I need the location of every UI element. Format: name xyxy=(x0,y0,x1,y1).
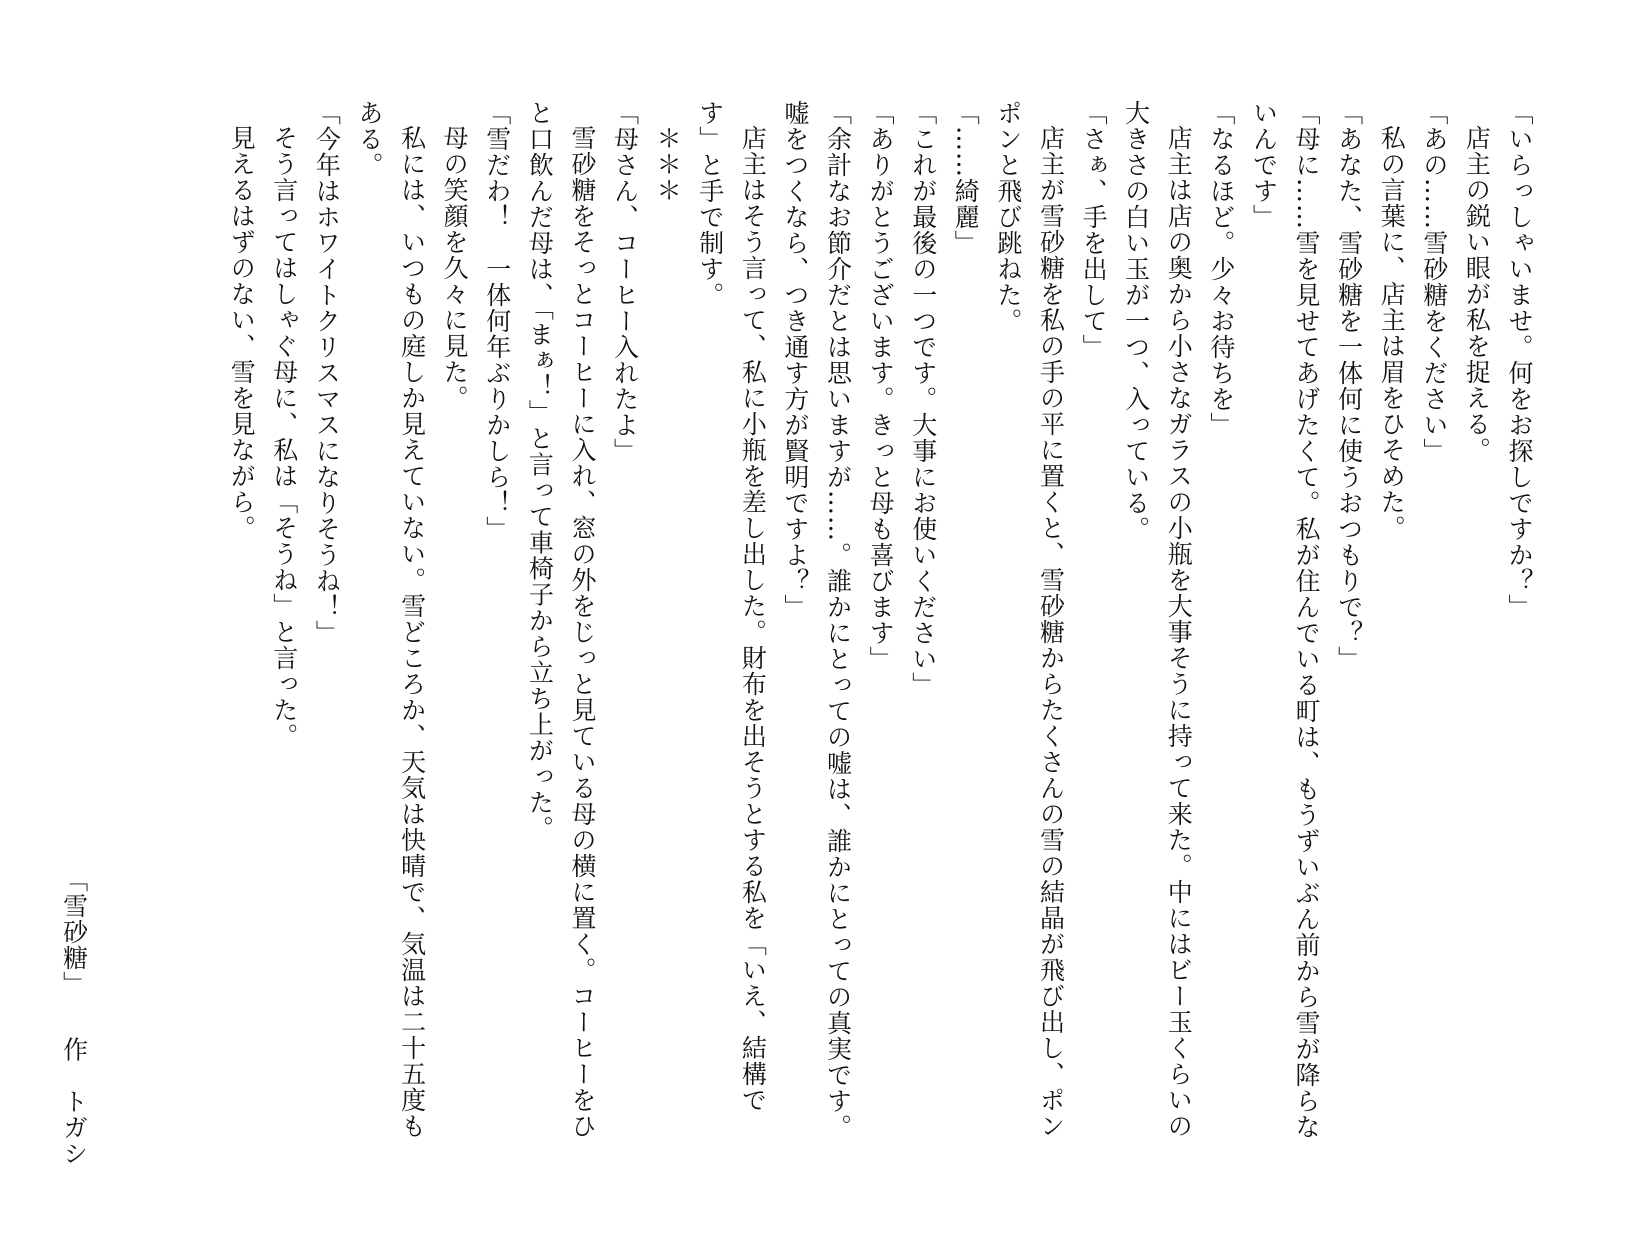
story-line: 「これが最後の一つです。大事にお使いください」 xyxy=(908,100,938,698)
story-line: 雪砂糖をそっとコーヒーに入れ、窓の外をじっと見ている母の横に置く。コーヒーをひと口飲んだ母は、「まぁ！」と言って車椅子から立ち上がった。 xyxy=(525,100,597,1139)
scene-break: ＊＊＊ xyxy=(653,125,683,203)
story-line: 「いらっしゃいませ。何をお探しですか？」 xyxy=(1505,100,1534,620)
story-line: 「ありがとうございます。きっと母も喜びます」 xyxy=(866,100,896,672)
story-line: 店主はそう言って、私に小瓶を差し出した。財布を出そうとする私を「いえ、結構です」と手で制す。 xyxy=(695,100,768,1113)
story-line: 「……綺麗」 xyxy=(951,100,981,256)
story-line: 店主が雪砂糖を私の手の平に置くと、雪砂糖からたくさんの雪の結晶が飛び出し、ポンポンと飛び跳ねた。 xyxy=(993,100,1066,1139)
story-line: 「余計なお節介だとは思いますが……。誰かにとっての嘘は、誰かにとっての真実です。嘘をつくなら、つき通す方が賢明ですよ？」 xyxy=(780,100,853,1140)
story-line: 「母に……雪を見せてあげたくて。私が住んでいる町は、もうずいぶん前から雪が降らないんです」 xyxy=(1249,100,1322,1140)
story-line: 「あの……雪砂糖をください」 xyxy=(1419,100,1449,464)
author-name: 作 トガシ xyxy=(59,1036,89,1167)
title-gap xyxy=(60,985,89,1037)
story-title: 「雪砂糖」 xyxy=(59,867,89,985)
story-line: 店主の鋭い眼が私を捉える。 xyxy=(1462,125,1492,463)
story-line: 店主は店の奥から小さなガラスの小瓶を大事そうに持って来た。中にはビー玉くらいの大きさの白い玉が一つ、入っている。 xyxy=(1121,100,1194,1139)
story-line: 「あなた、雪砂糖を一体何に使うおつもりで？」 xyxy=(1334,100,1364,672)
story-line: 「なるほど。少々お待ちを」 xyxy=(1206,100,1236,438)
story-line: 「さぁ、手を出して」 xyxy=(1079,100,1109,360)
story-line: 母の笑顔を久々に見た。 xyxy=(440,125,470,411)
story-body xyxy=(220,100,1540,1140)
story-line: 「今年はホワイトクリスマスになりそうね！」 xyxy=(312,100,342,646)
story-line: 私には、いつもの庭しか見えていない。雪どころか、天気は快晴で、気温は二十五度もある。 xyxy=(354,100,427,1139)
title-author-signature xyxy=(52,867,95,1167)
story-line: 「雪だわ！ 一体何年ぶりかしら！」 xyxy=(482,100,512,542)
story-line: 見えるはずのない、雪を見ながら。 xyxy=(227,125,257,541)
story-line: そう言ってはしゃぐ母に、私は「そうね」と言った。 xyxy=(269,125,299,749)
story-line: 「母さん、コーヒー入れたよ」 xyxy=(610,100,640,464)
story-line: 私の言葉に、店主は眉をひそめた。 xyxy=(1377,125,1407,541)
